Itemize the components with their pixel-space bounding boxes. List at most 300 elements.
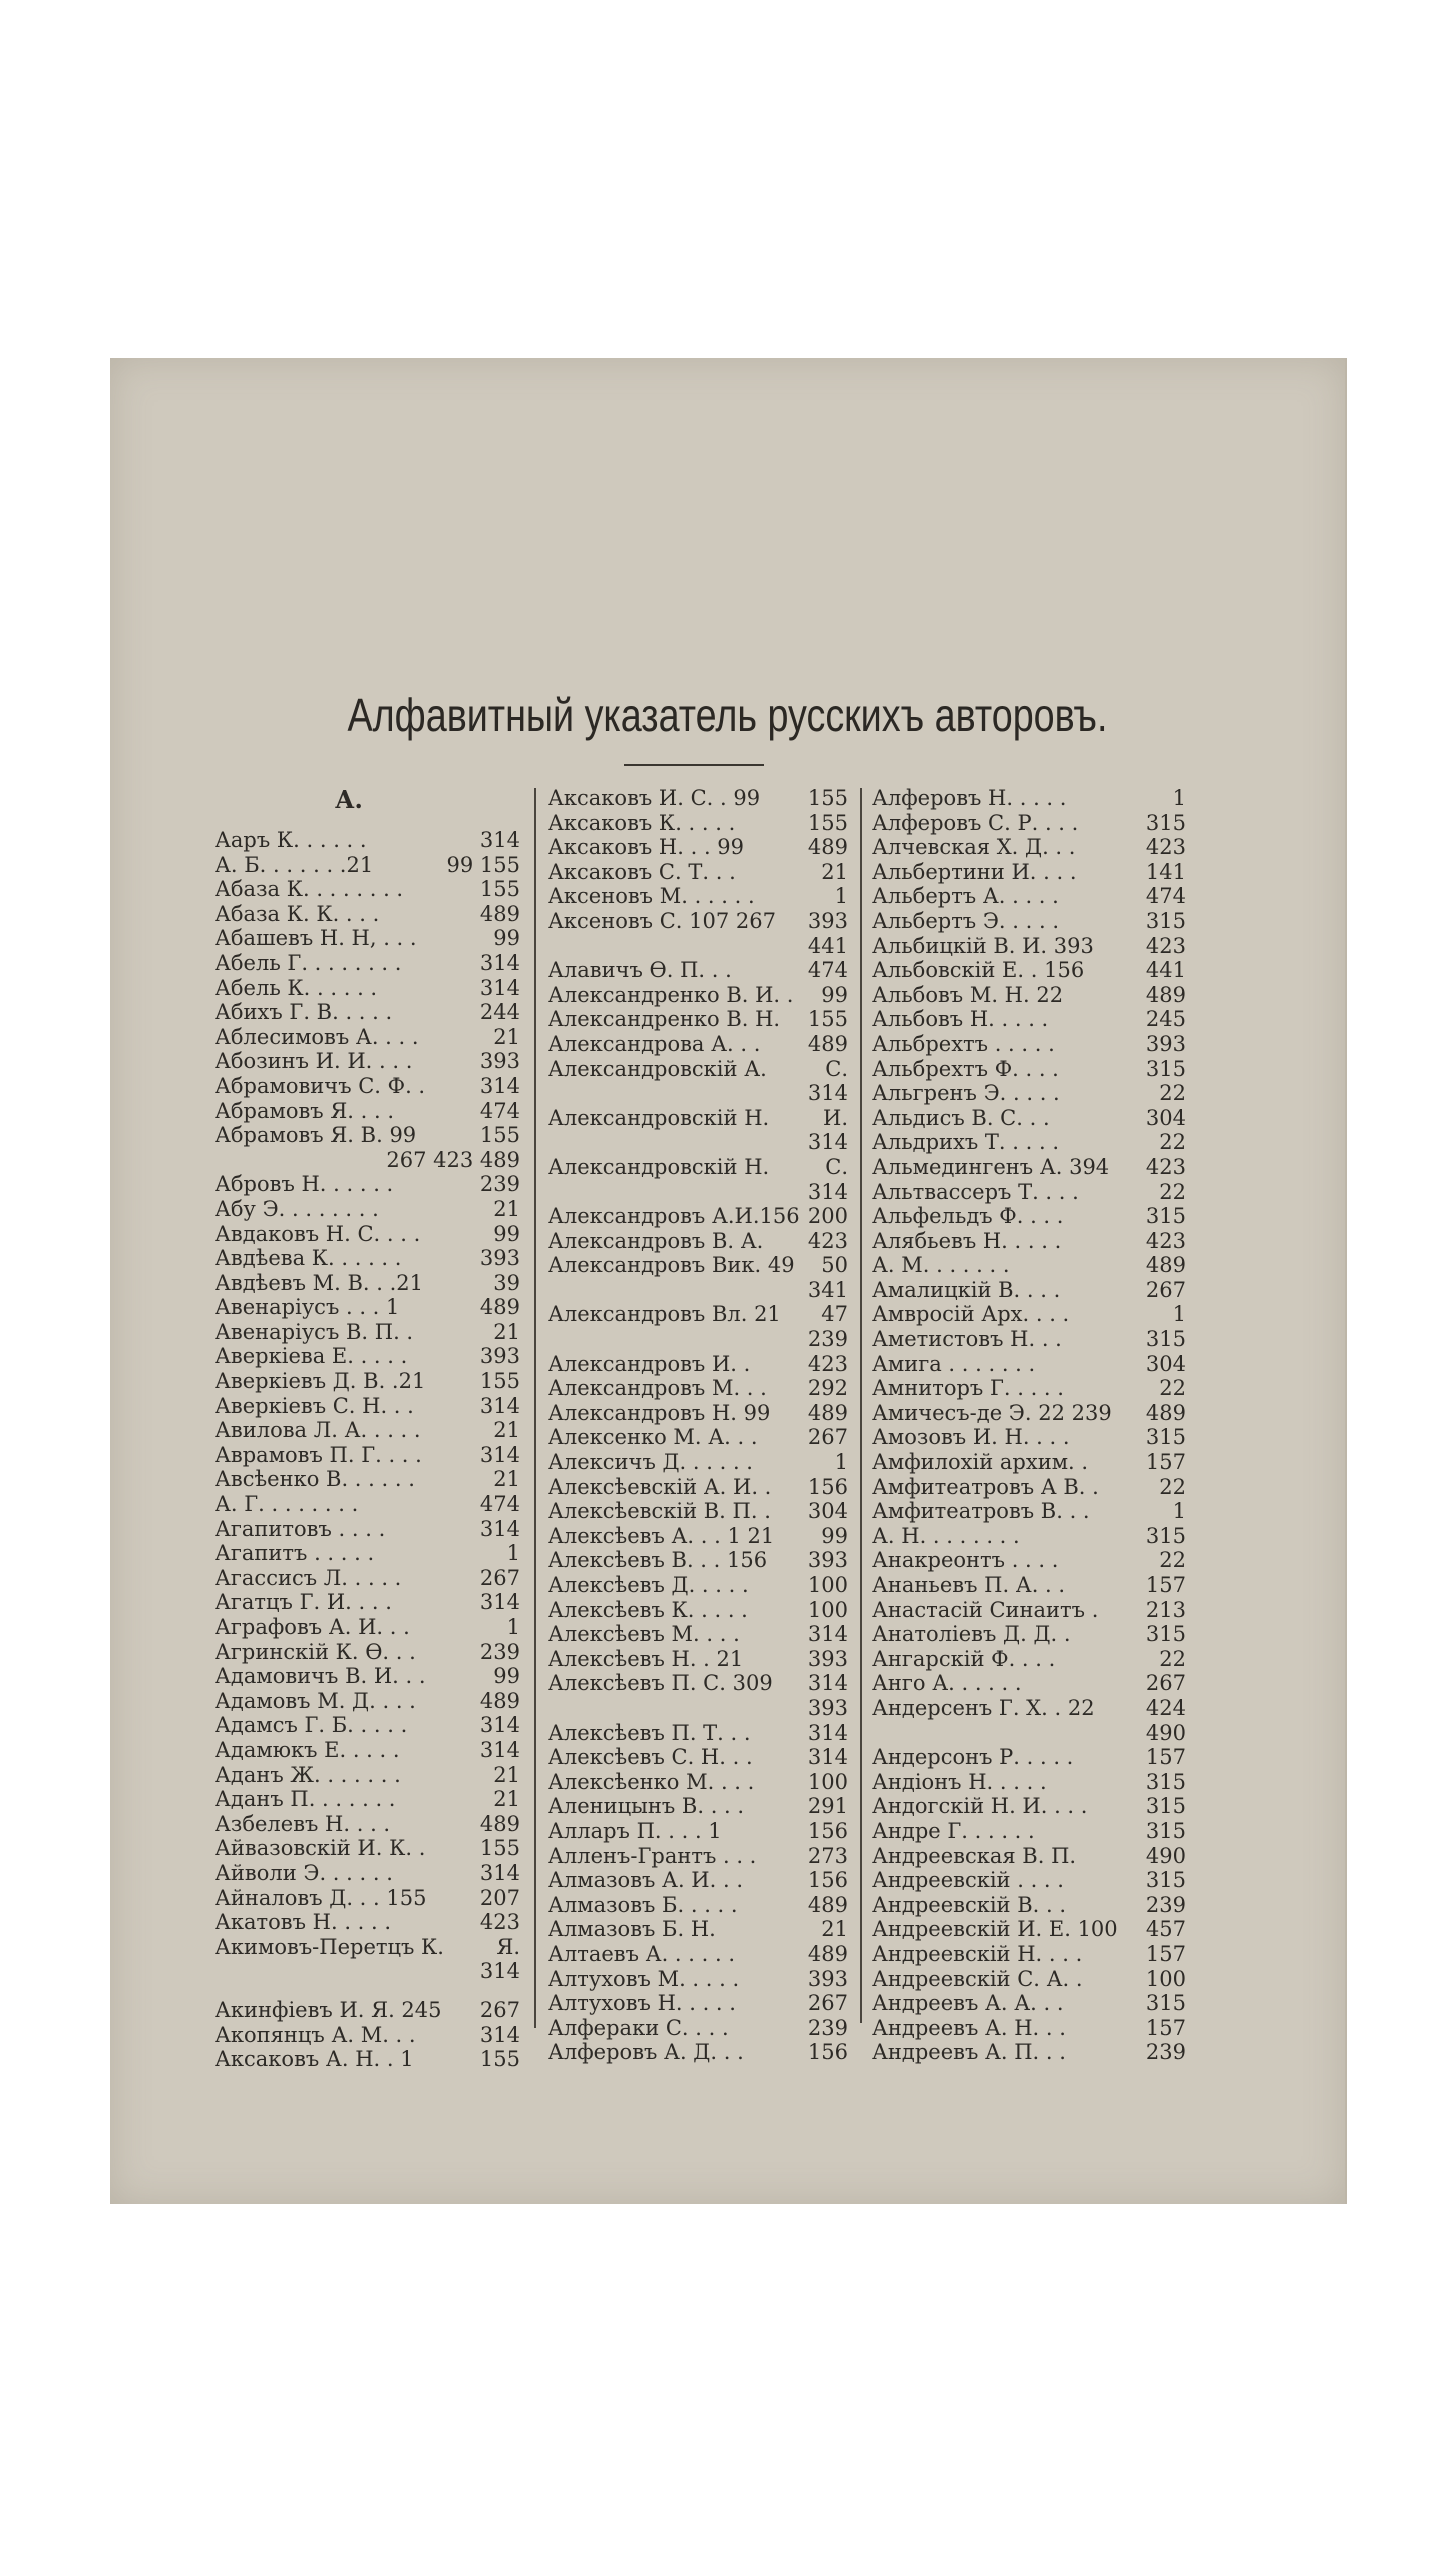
index-entry xyxy=(872,1794,1186,1819)
author-name: Акимовъ-Перетцъ К. xyxy=(215,1934,444,1959)
author-name: Аксеновъ С. 107 267 xyxy=(548,908,776,933)
author-name: Алавичъ Ѳ. П. . . xyxy=(548,958,732,983)
author-name: Альбицкій В. И. 393 xyxy=(872,933,1094,958)
index-entry xyxy=(215,1615,520,1640)
author-name: Агринскій К. Ѳ. . . xyxy=(215,1639,416,1664)
index-entry xyxy=(215,1246,520,1271)
page-numbers: 155 xyxy=(807,810,848,835)
index-entry xyxy=(548,1598,848,1623)
page-numbers: 21 xyxy=(821,859,848,884)
author-name: Авенаріусъ В. П. . xyxy=(215,1319,414,1344)
author-name: Абаза К. К. . . . xyxy=(215,901,380,926)
author-name: Аблесимовъ А. . . . xyxy=(215,1024,419,1049)
author-name: Авенаріусъ . . . 1 xyxy=(215,1295,400,1320)
page-numbers: 315 xyxy=(1145,1769,1186,1794)
page-numbers: 22 xyxy=(1159,1376,1186,1401)
index-entry xyxy=(548,1475,848,1500)
page-numbers: С. xyxy=(825,1056,848,1081)
column-divider xyxy=(860,788,862,2023)
index-entry xyxy=(215,1590,520,1615)
page-numbers: 393 xyxy=(479,1246,520,1271)
index-entry xyxy=(872,786,1186,811)
page-numbers: 441 xyxy=(1145,958,1186,983)
page-numbers: 21 xyxy=(821,1917,848,1942)
index-entry xyxy=(872,2016,1186,2041)
page-numbers: 21 xyxy=(493,1319,520,1344)
author-name: Аверкіева Е. . . . . xyxy=(215,1344,408,1369)
index-entry xyxy=(215,1713,520,1738)
index-entry xyxy=(215,1443,520,1468)
index-entry xyxy=(872,2040,1186,2065)
page-numbers: 157 xyxy=(1145,2015,1186,2040)
page-numbers: 393 xyxy=(807,1966,848,1991)
page-numbers: 157 xyxy=(1145,1450,1186,1475)
index-entry xyxy=(215,1541,520,1566)
entry-continuation: 267 423 489 xyxy=(386,1147,520,1172)
index-entry xyxy=(215,1172,520,1197)
index-column-1 xyxy=(215,786,520,2072)
author-name: Адамовъ М. Д. . . . xyxy=(215,1688,416,1713)
entry-continuation: 393 xyxy=(807,1695,848,1720)
index-entry xyxy=(872,1942,1186,1967)
index-entry xyxy=(872,958,1186,983)
page-numbers: 239 xyxy=(479,1639,520,1664)
author-name: Адамовичъ В. И. . . xyxy=(215,1664,426,1689)
page-numbers: 21 xyxy=(493,1787,520,1812)
index-entry xyxy=(215,1049,520,1074)
index-entry xyxy=(548,884,848,909)
index-entry xyxy=(548,811,848,836)
page-numbers: 474 xyxy=(1145,884,1186,909)
page-numbers: 489 xyxy=(807,1892,848,1917)
page-numbers: 304 xyxy=(1145,1105,1186,1130)
index-entry xyxy=(548,958,848,983)
index-entry xyxy=(872,983,1186,1008)
index-entry xyxy=(872,1155,1186,1180)
page-numbers: 393 xyxy=(807,908,848,933)
author-name: Андреевъ А. Н. . . xyxy=(872,2015,1066,2040)
index-entry xyxy=(548,1352,848,1377)
index-entry xyxy=(215,1738,520,1763)
author-name: Альбертъ Э. . . . . xyxy=(872,908,1059,933)
author-name: Альбертини И. . . . xyxy=(872,859,1077,884)
author-name: Андерсенъ Г. Х. . 22 xyxy=(872,1695,1095,1720)
page-numbers: 314 xyxy=(807,1671,848,1696)
index-entry xyxy=(548,1376,848,1401)
index-entry xyxy=(548,1302,848,1327)
author-name: Абель Г. . . . . . . . xyxy=(215,950,402,975)
index-entry xyxy=(215,1910,520,1935)
author-name: Андреевъ А. П. . . xyxy=(872,2040,1066,2065)
index-entry xyxy=(872,1844,1186,1869)
index-entry xyxy=(872,884,1186,909)
index-entry xyxy=(548,1573,848,1598)
page-numbers: 21 xyxy=(493,1467,520,1492)
page-numbers: 273 xyxy=(807,1843,848,1868)
index-entry xyxy=(215,1836,520,1861)
index-entry xyxy=(548,2040,848,2065)
page-numbers: 457 xyxy=(1145,1917,1186,1942)
page-numbers: 489 xyxy=(807,1031,848,1056)
author-name: Альмедингенъ А. 394 xyxy=(872,1154,1110,1179)
page-numbers: 424 xyxy=(1145,1695,1186,1720)
page-numbers: 393 xyxy=(1145,1031,1186,1056)
index-entry xyxy=(215,1344,520,1369)
author-name: Алферовъ С. Р. . . . xyxy=(872,810,1079,835)
author-name: Амига . . . . . . . xyxy=(872,1351,1036,1376)
index-entry xyxy=(215,828,520,853)
index-entry xyxy=(872,1967,1186,1992)
page-numbers: 1 xyxy=(506,1615,520,1639)
index-entry xyxy=(215,1517,520,1542)
page-numbers: 314 xyxy=(479,1590,520,1615)
author-name: Авдаковъ Н. С. . . . xyxy=(215,1221,421,1246)
page-numbers: 315 xyxy=(1145,1523,1186,1548)
page-numbers: 245 xyxy=(1145,1007,1186,1032)
index-entry xyxy=(548,1253,848,1278)
author-name: Амозовъ И. Н. . . . xyxy=(872,1425,1070,1450)
author-name: Алферовъ Н. . . . . xyxy=(872,786,1067,810)
page-numbers: 21 xyxy=(493,1762,520,1787)
author-name: Андерсонъ Р. . . . . xyxy=(872,1745,1074,1770)
page-numbers: 21 xyxy=(493,1024,520,1049)
author-name: Абрамовичъ С. Ф. . xyxy=(215,1073,426,1098)
author-name: Ангарскій Ф. . . . xyxy=(872,1646,1056,1671)
page-numbers: 314 xyxy=(479,2022,520,2047)
author-name: А. Б. . . . . . .21 xyxy=(215,852,374,877)
page-numbers: 291 xyxy=(807,1794,848,1819)
index-entry xyxy=(215,1492,520,1517)
index-entry xyxy=(548,1622,848,1647)
index-entry xyxy=(872,1893,1186,1918)
author-name: Авилова Л. А. . . . . xyxy=(215,1418,421,1443)
index-entry xyxy=(872,1057,1186,1082)
page-numbers: 423 xyxy=(479,1910,520,1935)
page-numbers: 239 xyxy=(807,2015,848,2040)
index-entry xyxy=(215,926,520,951)
index-entry xyxy=(548,1548,848,1573)
index-entry xyxy=(215,1998,520,2023)
page-numbers: 314 xyxy=(479,1860,520,1885)
page-numbers: 474 xyxy=(479,1492,520,1517)
page-numbers: 474 xyxy=(807,958,848,983)
page-numbers: 22 xyxy=(1159,1081,1186,1106)
author-name: Аксаковъ С. Т. . . xyxy=(548,859,736,884)
page-numbers: 39 xyxy=(493,1270,520,1295)
author-name: Айволи Э. . . . . . xyxy=(215,1860,393,1885)
entry-continuation: 314 xyxy=(807,1081,848,1106)
page-numbers: 22 xyxy=(1159,1646,1186,1671)
index-entry xyxy=(548,1007,848,1032)
author-name: Алмазовъ А. И. . . xyxy=(548,1868,743,1893)
index-entry xyxy=(548,1942,848,1967)
author-name: Амвросій Арх. . . . xyxy=(872,1302,1070,1327)
author-name: Альдисъ В. С. . . xyxy=(872,1105,1050,1130)
author-name: Алмазовъ Б. Н. xyxy=(548,1917,716,1942)
author-name: Алексѣенко М. . . . xyxy=(548,1769,755,1794)
author-name: Андреевскій С. А. . xyxy=(872,1966,1083,1991)
page-numbers: 314 xyxy=(479,1442,520,1467)
author-name: Александровъ М. . . xyxy=(548,1376,767,1401)
title-rule xyxy=(624,764,764,766)
index-entry xyxy=(872,1180,1186,1205)
page-numbers: 207 xyxy=(479,1885,520,1910)
page-numbers: 157 xyxy=(1145,1745,1186,1770)
author-name: Александренко В. И. . xyxy=(548,982,794,1007)
index-entry xyxy=(215,1074,520,1099)
index-entry xyxy=(872,1081,1186,1106)
author-name: Анатоліевъ Д. Д. . xyxy=(872,1622,1071,1647)
page-numbers: 141 xyxy=(1145,859,1186,884)
author-name: Алексѣевъ К. . . . . xyxy=(548,1597,748,1622)
index-entry xyxy=(548,1671,848,1696)
page-numbers: 1 xyxy=(834,1450,848,1475)
page-numbers: 315 xyxy=(1145,1794,1186,1819)
page-numbers: 315 xyxy=(1145,908,1186,933)
page-numbers: С. xyxy=(825,1154,848,1179)
page-numbers: 1 xyxy=(834,884,848,909)
author-name: Акинфіевъ И. Я. 245 xyxy=(215,1997,442,2022)
author-name: Алексенко М. А. . . xyxy=(548,1425,758,1450)
index-entry xyxy=(872,1425,1186,1450)
index-entry xyxy=(872,1475,1186,1500)
index-entry xyxy=(215,1394,520,1419)
index-entry xyxy=(548,1647,848,1672)
index-entry xyxy=(215,2023,520,2048)
index-entry xyxy=(548,983,848,1008)
author-name: Анго А. . . . . . xyxy=(872,1671,1022,1696)
author-name: Аданъ П. . . . . . . xyxy=(215,1787,396,1812)
page-numbers: 314 xyxy=(479,1737,520,1762)
index-entry xyxy=(872,1376,1186,1401)
page-numbers: 474 xyxy=(479,1098,520,1123)
author-name: Андре Г. . . . . . xyxy=(872,1818,1035,1843)
author-name: Александровъ Вл. 21 xyxy=(548,1302,781,1327)
index-entry xyxy=(872,1229,1186,1254)
author-name: Абу Э. . . . . . . . xyxy=(215,1196,379,1221)
author-name: Алексѣевъ С. Н. . . xyxy=(548,1745,753,1770)
index-entry xyxy=(872,1819,1186,1844)
page-numbers: 489 xyxy=(807,835,848,860)
page-numbers: 100 xyxy=(807,1573,848,1597)
author-name: Абаза К. . . . . . . . xyxy=(215,877,404,902)
page-numbers: 292 xyxy=(807,1376,848,1401)
page-numbers: 315 xyxy=(1145,1056,1186,1081)
entry-continuation: 314 xyxy=(807,1130,848,1155)
index-entry xyxy=(215,1861,520,1886)
index-entry xyxy=(548,1425,848,1450)
index-entry xyxy=(215,1000,520,1025)
page-numbers: 314 xyxy=(807,1720,848,1745)
index-entry xyxy=(872,1253,1186,1278)
page-numbers: 489 xyxy=(479,1688,520,1713)
page-numbers: 490 xyxy=(1145,1843,1186,1868)
page-numbers: 489 xyxy=(807,1941,848,1966)
index-entry xyxy=(548,1450,848,1475)
index-entry xyxy=(548,1155,848,1180)
index-entry xyxy=(872,1917,1186,1942)
author-name: Абашевъ Н. Н, . . . xyxy=(215,926,417,951)
author-name: Андреевскій . . . . xyxy=(872,1868,1064,1893)
author-name: Алябьевъ Н. . . . . xyxy=(872,1228,1062,1253)
index-entry xyxy=(548,1844,848,1869)
index-entry xyxy=(215,1418,520,1443)
page-numbers: 239 xyxy=(1145,2040,1186,2065)
page-numbers: 1 xyxy=(1172,1499,1186,1524)
author-name: Альбертъ А. . . . . xyxy=(872,884,1059,909)
author-name: Алтаевъ А. . . . . . xyxy=(548,1941,736,1966)
page-numbers: 200 xyxy=(807,1204,848,1229)
page-numbers: 156 xyxy=(807,2040,848,2065)
page-numbers: 155 xyxy=(479,1123,520,1148)
index-column-3 xyxy=(872,786,1186,2065)
author-name: Амалицкій В. . . . xyxy=(872,1277,1061,1302)
index-column-2 xyxy=(548,786,848,2065)
index-entry xyxy=(872,1327,1186,1352)
page-numbers: 100 xyxy=(807,1597,848,1622)
page-numbers: 99 xyxy=(493,1221,520,1246)
index-entry xyxy=(215,1320,520,1345)
entry-continuation: 314 xyxy=(807,1179,848,1204)
index-entry xyxy=(872,1106,1186,1131)
author-name: Аверкіевъ Д. В. .21 xyxy=(215,1369,426,1394)
page-numbers: 314 xyxy=(479,1393,520,1418)
page-numbers: 156 xyxy=(807,1868,848,1893)
page-numbers: 423 xyxy=(1145,1228,1186,1253)
author-name: Альфельдъ Ф. . . . xyxy=(872,1204,1064,1229)
author-name: Алексѣевъ П. Т. . . xyxy=(548,1720,751,1745)
author-name: Акопянцъ А. М. . . xyxy=(215,2022,416,2047)
page-numbers: 314 xyxy=(807,1622,848,1647)
index-entry xyxy=(872,1352,1186,1377)
index-entry xyxy=(872,811,1186,836)
author-name: Александровъ В. А. xyxy=(548,1228,764,1253)
index-entry xyxy=(872,1204,1186,1229)
entry-continuation: 441 xyxy=(807,933,848,958)
page-numbers: 314 xyxy=(479,950,520,975)
index-entry xyxy=(215,1566,520,1591)
page-numbers: 315 xyxy=(1145,1868,1186,1893)
page-numbers: 489 xyxy=(479,1295,520,1320)
author-name: Аксаковъ Н. . . 99 xyxy=(548,835,745,860)
page-numbers: 314 xyxy=(479,1516,520,1541)
author-name: Агапитовъ . . . . xyxy=(215,1516,386,1541)
page-numbers: 239 xyxy=(1145,1892,1186,1917)
page-numbers: 21 xyxy=(493,1196,520,1221)
book-page xyxy=(110,358,1347,2204)
author-name: А. Г. . . . . . . . xyxy=(215,1492,359,1517)
page-numbers: 489 xyxy=(1145,1400,1186,1425)
page-numbers: 393 xyxy=(807,1548,848,1573)
author-name: Абровъ Н. . . . . . xyxy=(215,1172,394,1197)
index-entry xyxy=(215,951,520,976)
author-name: Амфитеатровъ А В. . xyxy=(872,1474,1099,1499)
index-entry xyxy=(215,1812,520,1837)
author-name: Андреевскій Н. . . . xyxy=(872,1941,1083,1966)
index-entry xyxy=(872,1278,1186,1303)
page-numbers: 99 155 xyxy=(446,852,520,877)
index-entry xyxy=(872,1745,1186,1770)
page-numbers: 304 xyxy=(807,1499,848,1524)
page-numbers: 100 xyxy=(1145,1966,1186,1991)
index-entry xyxy=(215,1763,520,1788)
page-numbers: 99 xyxy=(821,982,848,1007)
author-name: Анастасій Синаитъ . xyxy=(872,1597,1099,1622)
author-name: Аверкіевъ С. Н. . . xyxy=(215,1393,414,1418)
index-entry xyxy=(548,1770,848,1795)
index-entry xyxy=(872,934,1186,959)
author-name: Авдѣевъ М. В. . .21 xyxy=(215,1270,423,1295)
page-numbers: 393 xyxy=(479,1049,520,1074)
index-entry xyxy=(548,1499,848,1524)
index-entry xyxy=(872,1401,1186,1426)
page-numbers: 100 xyxy=(807,1769,848,1794)
index-entry xyxy=(215,1025,520,1050)
index-entry xyxy=(548,1893,848,1918)
author-name: Аграфовъ А. И. . . xyxy=(215,1615,410,1639)
index-entry xyxy=(215,1123,520,1148)
author-name: Абихъ Г. В. . . . . xyxy=(215,1000,393,1025)
author-name: Александрова А. . . xyxy=(548,1031,761,1056)
author-name: Агатцъ Г. И. . . . xyxy=(215,1590,392,1615)
index-entry xyxy=(548,1106,848,1131)
author-name: Александровскій А. xyxy=(548,1056,767,1081)
author-name: Алтуховъ Н. . . . . xyxy=(548,1991,736,2016)
spacer xyxy=(215,1984,520,1998)
page-numbers: 315 xyxy=(1145,1622,1186,1647)
author-name: Аленицынъ В. . . . xyxy=(548,1794,745,1819)
page-numbers: 50 xyxy=(821,1253,848,1278)
page-numbers: 314 xyxy=(479,828,520,852)
index-entry xyxy=(215,1197,520,1222)
page-numbers: 157 xyxy=(1145,1941,1186,1966)
page-numbers: 47 xyxy=(821,1302,848,1327)
index-entry xyxy=(872,1524,1186,1549)
page-numbers: 267 xyxy=(807,1425,848,1450)
page-numbers: 1 xyxy=(1172,786,1186,810)
author-name: Алчевская Х. Д. . . xyxy=(872,835,1076,860)
index-entry xyxy=(215,1369,520,1394)
author-name: Алтуховъ М. . . . . xyxy=(548,1966,740,1991)
index-entry xyxy=(215,1664,520,1689)
index-entry xyxy=(872,1548,1186,1573)
page-numbers: 155 xyxy=(479,877,520,902)
page-numbers: И. xyxy=(823,1105,848,1130)
index-entry xyxy=(215,1935,520,1960)
index-entry xyxy=(872,1770,1186,1795)
author-name: Алексѣевъ М. . . . xyxy=(548,1622,740,1647)
author-name: А. Н. . . . . . . . xyxy=(872,1523,1020,1548)
author-name: Аксаковъ А. Н. . 1 xyxy=(215,2047,414,2072)
entry-continuation: 314 xyxy=(479,1959,520,1984)
page-numbers: 22 xyxy=(1159,1179,1186,1204)
author-name: Алмазовъ Б. . . . . xyxy=(548,1892,738,1917)
page-numbers: 156 xyxy=(807,1818,848,1843)
page-numbers: 213 xyxy=(1145,1597,1186,1622)
author-name: Алексѣевъ Н. . 21 xyxy=(548,1646,744,1671)
entry-continuation: 341 xyxy=(807,1277,848,1302)
author-name: А. М. . . . . . . xyxy=(872,1253,1010,1278)
page-numbers: 423 xyxy=(807,1351,848,1376)
author-name: Алферовъ А. Д. . . xyxy=(548,2040,744,2065)
page-numbers: 489 xyxy=(1145,1253,1186,1278)
author-name: Альбовскій Е. . 156 xyxy=(872,958,1085,983)
author-name: Адамсъ Г. Б. . . . . xyxy=(215,1713,408,1738)
entry-continuation: 239 xyxy=(807,1327,848,1352)
author-name: Андогскій Н. И. . . . xyxy=(872,1794,1088,1819)
index-entry xyxy=(215,1222,520,1247)
author-name: Азбелевъ Н. . . . xyxy=(215,1811,391,1836)
